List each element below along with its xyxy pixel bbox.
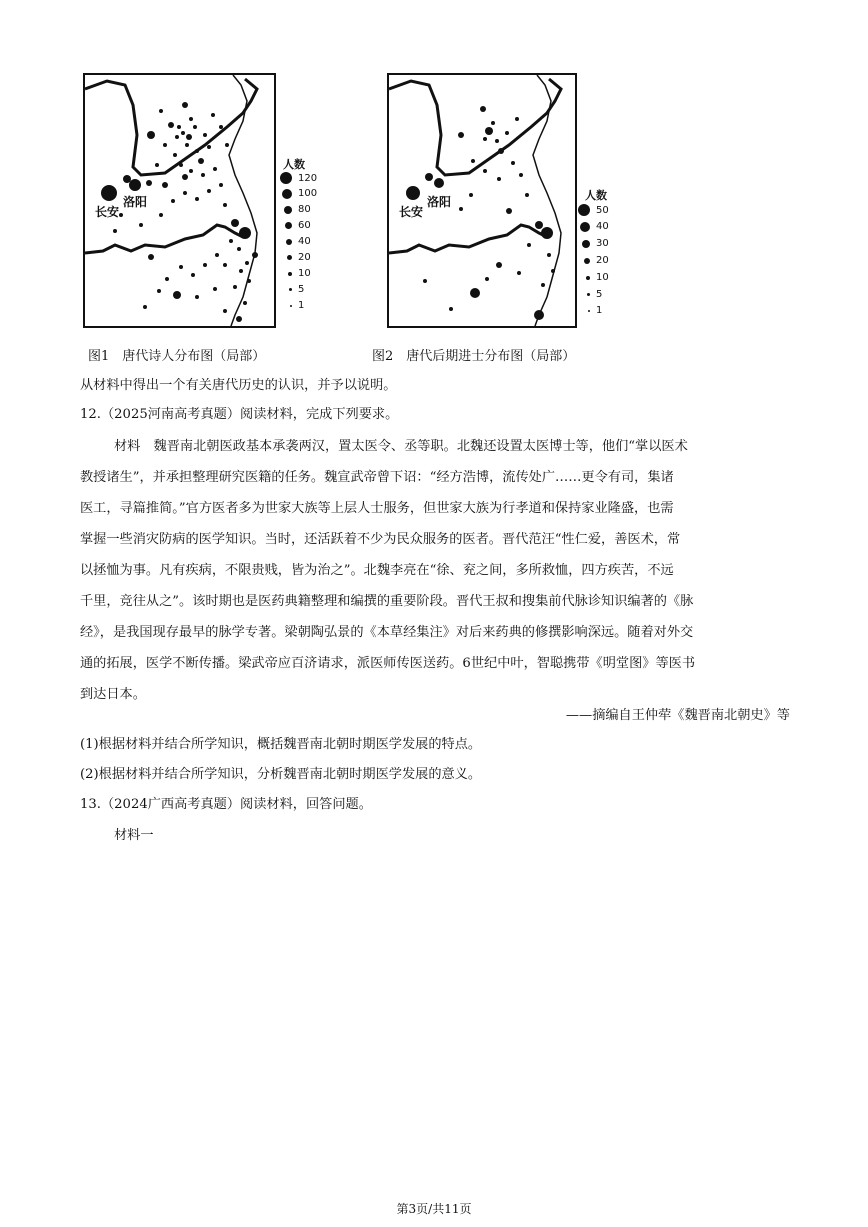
legend-dot-icon [588,310,590,312]
legend-item: 50 [578,204,609,216]
figure-1-caption: 图1 唐代诗人分布图（局部） [88,349,266,364]
question-12-sub-1: (1)根据材料并结合所学知识，概括魏晋南北朝时期医学发展的特点。 [80,737,482,752]
tang-jinshi-distribution-map [389,75,575,326]
material-line: 到达日本。 [80,687,146,702]
legend-item: 10 [286,268,311,279]
material-line: 经》，是我国现存最早的脉学专著。梁朝陶弘景的《本草经集注》对后来药典的修撰影响深远。随着对外交 [80,625,694,640]
city-label-changan: 长安 [399,205,424,219]
legend-dot-icon [578,204,590,216]
legend-dot-icon [286,239,292,245]
material-line: 以拯恤为事。凡有疾病，不限贵贱，皆为治之”。北魏李亮在“徐、兖之间，多所救恤，四方疾苦，不远 [80,563,674,578]
legend-dot-icon [587,293,590,296]
page-number: 第3页/共11页 [396,1202,472,1216]
material-line: 千里，竞往从之”。该时期也是医药典籍整理和编撰的重要阶段。晋代王叔和搜集前代脉诊知识编著的《脉 [80,594,694,609]
legend-item: 40 [284,236,311,247]
legend-item: 30 [580,238,609,249]
legend-title: 人数 [283,158,305,171]
tang-poets-distribution-map [85,75,274,326]
legend-dot-icon [282,189,292,199]
legend-item: 80 [282,204,311,215]
city-label-luoyang: 洛阳 [427,195,452,209]
material-line: 通的拓展，医学不断传播。梁武帝应百济请求，派医师传医送药。6世纪中叶，智聪携带《明堂图》等医书 [80,656,696,671]
legend-dot-icon [580,222,590,232]
legend-dot-icon [582,240,590,248]
question-13-material-label: 材料一 [114,828,154,843]
legend-item: 20 [581,255,609,266]
legend-dot-icon [288,272,292,276]
question-12-sub-2: (2)根据材料并结合所学知识，分析魏晋南北朝时期医学发展的意义。 [80,767,482,782]
figure-2-caption: 图2 唐代后期进士分布图（局部） [372,349,576,364]
material-line: 医工，寻篇推简。”官方医者多为世家大族等上层人士服务，但世家大族为行孝道和保持家业隆盛，也需 [80,501,674,516]
legend-item: 20 [285,252,311,263]
legend-dot-icon [586,276,590,280]
legend-dot-icon [280,172,292,184]
legend-item: 60 [283,220,311,231]
material-line: 教授诸生”，并承担整理研究医籍的任务。魏宣武帝曾下诏：“经方浩博，流传处广……更令有司，集诸 [80,470,674,485]
material-line: 掌握一些消灾防病的医学知识。当时，还活跃着不少为民众服务的医者。晋代范汪“性仁爱，善医术，常 [80,532,681,547]
question-11-prompt: 从材料中得出一个有关唐代历史的认识，并予以说明。 [80,378,397,393]
yangtze-river-line [389,225,547,253]
legend-item: 120 [280,172,317,184]
legend-dot-icon [290,305,292,307]
city-label-luoyang: 洛阳 [123,195,148,209]
poet-dots [101,102,258,322]
question-13-header: 13.（2024广西高考真题）阅读材料，回答问题。 [80,797,372,812]
legend-dot-icon [287,255,292,260]
material-line: 材料 魏晋南北朝医政基本承袭两汉，置太医令、丞等职。北魏还设置太医博士等，他们“掌以医术 [114,439,688,454]
legend-item: 40 [579,221,609,232]
figure-1-map [83,73,276,328]
legend-title: 人数 [585,189,607,202]
jinshi-dots [406,106,555,320]
legend-item: 5 [583,289,602,300]
legend-item: 10 [582,272,609,283]
material-source: ——摘编自王仲荦《魏晋南北朝史》等 [565,708,790,723]
legend-dot-icon [289,288,292,291]
legend-dot-icon [284,206,292,214]
legend-dot-icon [584,258,590,264]
legend-item: 1 [583,305,602,316]
legend-item: 5 [287,284,304,295]
figure-2-map [387,73,577,328]
city-label-changan: 长安 [95,205,120,219]
legend-item: 1 [287,300,304,311]
legend-dot-icon [285,222,292,229]
legend-item: 100 [281,188,317,199]
question-12-header: 12.（2025河南高考真题）阅读材料，完成下列要求。 [80,407,399,422]
yangtze-river-line [85,225,243,253]
